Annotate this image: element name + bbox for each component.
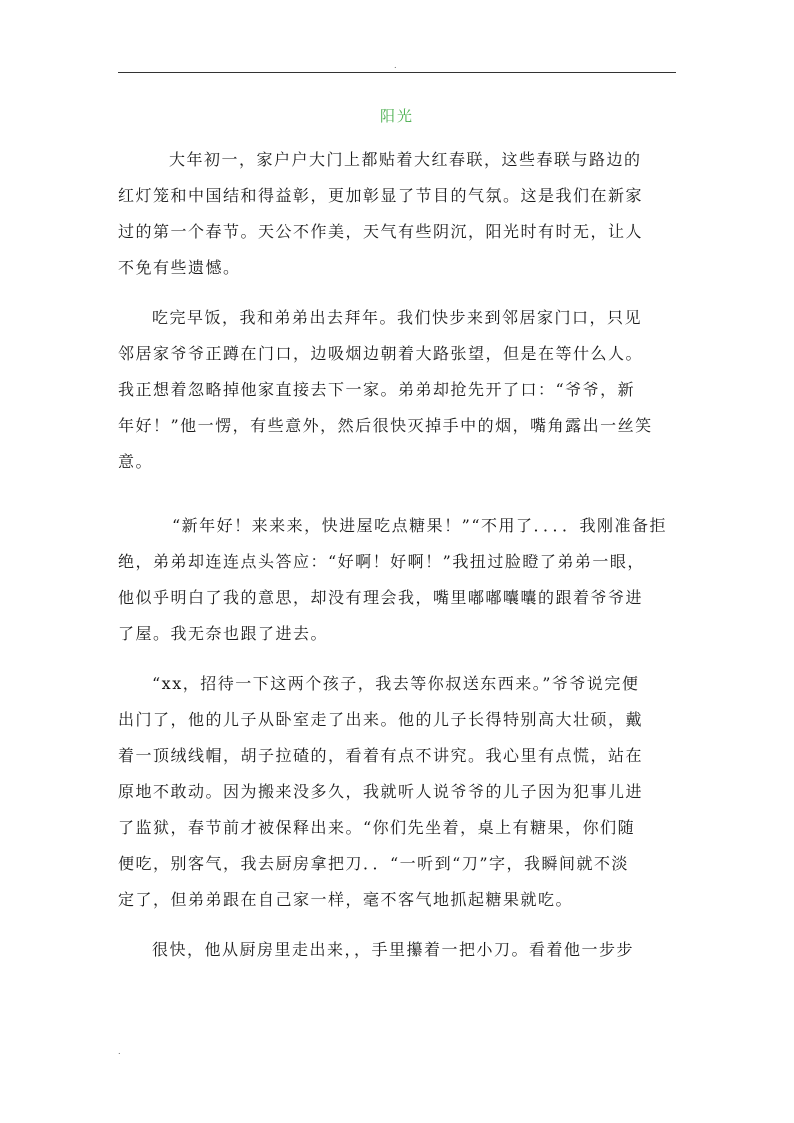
text-line: 过的第一个春节。天公不作美，天气有些阴沉，阳光时有时无，让人 (118, 222, 644, 241)
text-line: 吃完早饭，我和弟弟出去拜年。我们快步来到邻居家门口，只见 (152, 308, 643, 327)
text-line: 不免有些遗憾。 (118, 258, 241, 277)
text-line: 意。 (118, 452, 154, 471)
footer-dot: . (118, 1047, 121, 1056)
document-title: 阳光 (379, 107, 414, 125)
text-line: 年好！”他一愣，有些意外，然后很快灭掉手中的烟，嘴角露出一丝笑 (118, 416, 653, 435)
header-rule (118, 72, 676, 73)
text-line: 红灯笼和中国结和得益彰，更加彰显了节目的气氛。这是我们在新家 (118, 186, 644, 205)
text-line: 出门了，他的儿子从卧室走了出来。他的儿子长得特别高大壮硕，戴 (118, 710, 644, 729)
text-line: 了屋。我无奈也跟了进去。 (118, 624, 329, 643)
text-line: “xx，招待一下这两个孩子，我去等你叔送东西来。”爷爷说完便 (152, 674, 640, 693)
text-line: 便吃，别客气，我去厨房拿把刀．．“一听到“刀”字，我瞬间就不淡 (118, 854, 630, 873)
text-line: 原地不敢动。因为搬来没多久，我就听人说爷爷的儿子因为犯事儿进 (118, 782, 644, 801)
text-line: 绝，弟弟却连连点头答应：“好啊！好啊！”我扭过脸瞪了弟弟一眼， (118, 552, 645, 571)
text-line: “新年好！来来来，快进屋吃点糖果！”“不用了．．．．我刚准备拒 (172, 516, 668, 535)
text-line: 他似乎明白了我的意思，却没有理会我，嘴里嘟嘟囔囔的跟着爷爷进 (118, 588, 644, 607)
text-line: 了监狱，春节前才被保释出来。“你们先坐着，桌上有糖果，你们随 (118, 818, 636, 837)
text-line: 大年初一，家户户大门上都贴着大红春联，这些春联与路边的 (169, 150, 642, 169)
text-line: 很快，他从厨房里走出来，，手里攥着一把小刀。看着他一步步 (152, 940, 635, 959)
text-line: 定了，但弟弟跟在自己家一样，毫不客气地抓起糖果就吃。 (118, 890, 574, 909)
text-line: 我正想着忽略掉他家直接去下一家。弟弟却抢先开了口：“爷爷，新 (118, 380, 636, 399)
header-dot: . (394, 61, 397, 70)
text-line: 着一顶绒线帽，胡子拉碴的，看着有点不讲究。我心里有点慌，站在 (118, 746, 644, 765)
text-line: 邻居家爷爷正蹲在门口，边吸烟边朝着大路张望，但是在等什么人。 (118, 344, 644, 363)
